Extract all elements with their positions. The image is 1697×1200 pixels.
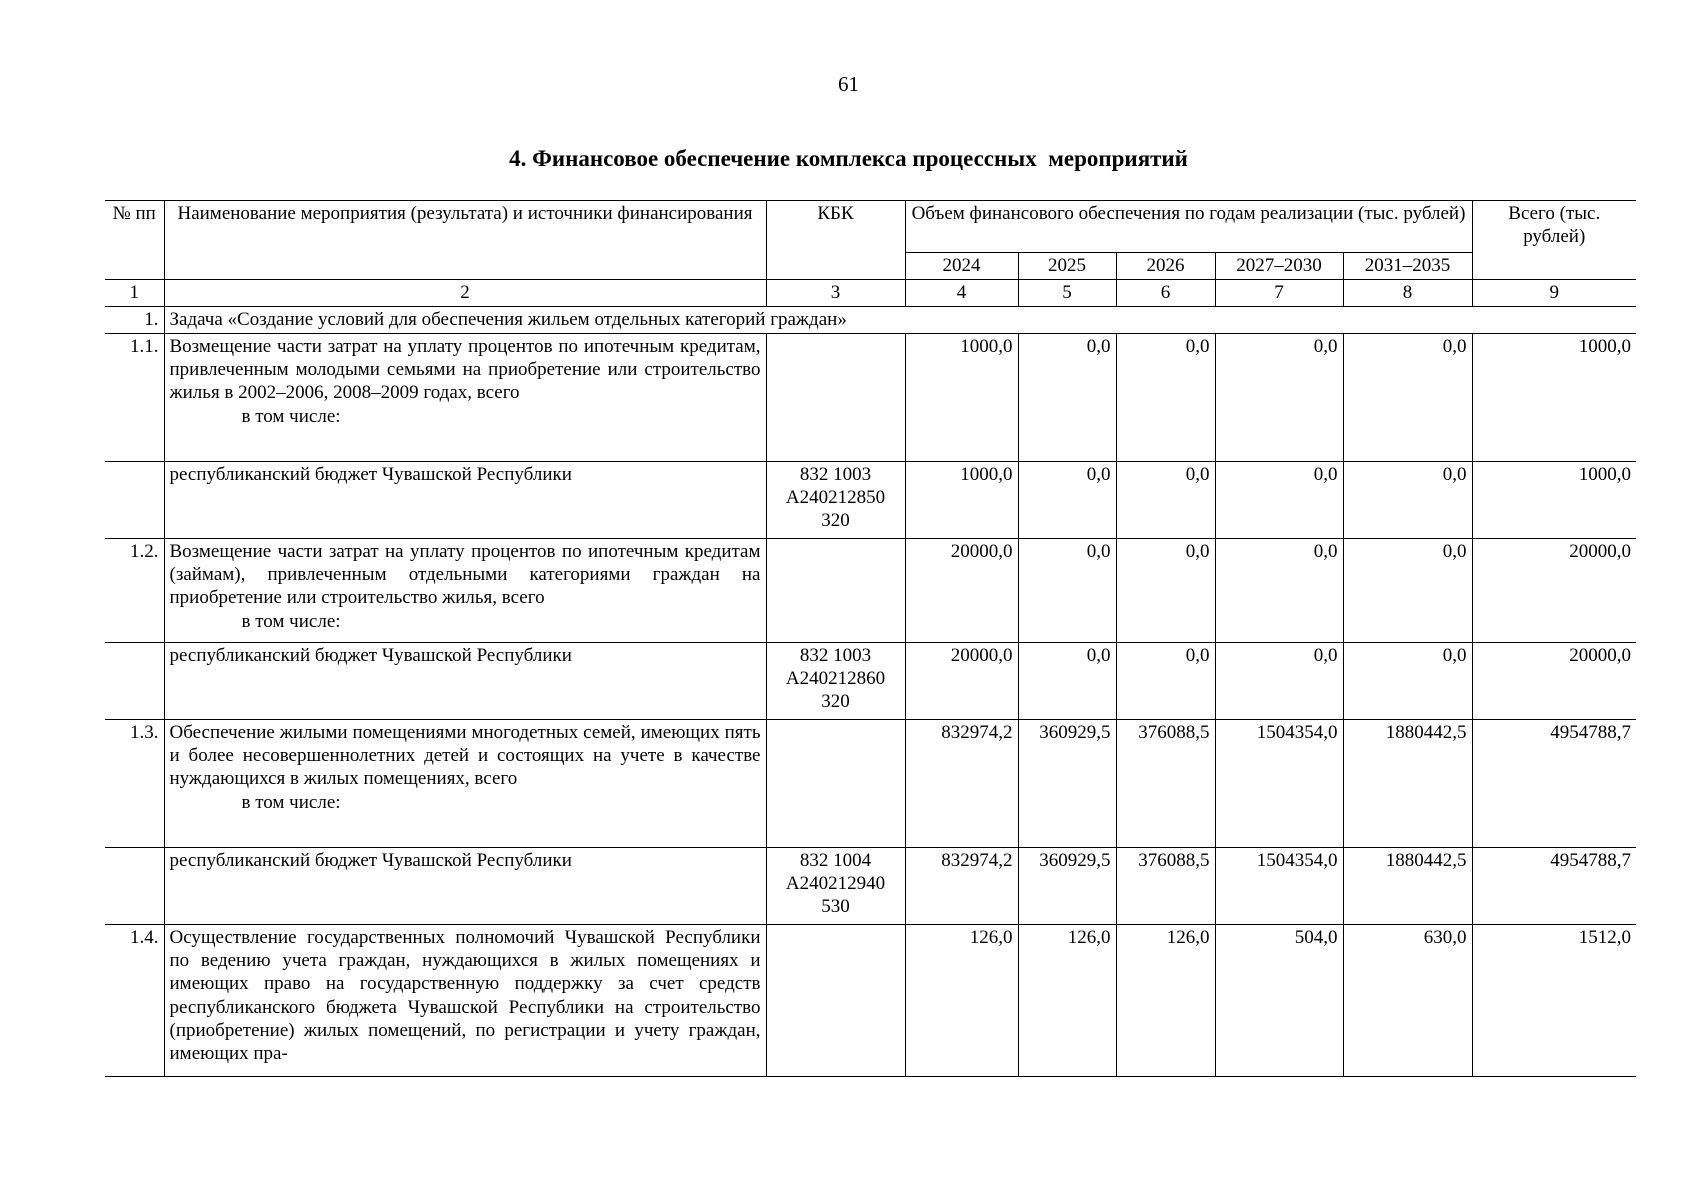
row-number: 1.2.	[105, 539, 164, 643]
kbk-cell	[766, 643, 905, 720]
column-number: 9	[1472, 280, 1636, 307]
kbk-cell	[766, 925, 905, 1077]
source-name: республиканский бюджет Чувашской Республики	[164, 848, 766, 925]
header-num: № пп	[105, 201, 164, 280]
value-2024: 20000,0	[905, 643, 1018, 720]
header-total: Всего (тыс. рублей)	[1472, 201, 1636, 280]
value-2027-2030: 1504354,0	[1215, 720, 1343, 848]
value-2026: 376088,5	[1116, 848, 1215, 925]
task-title: Задача «Создание условий для обеспечения жильем отдельных категорий граждан»	[164, 307, 1636, 334]
source-name: республиканский бюджет Чувашской Республики	[164, 643, 766, 720]
value-2031-2035: 0,0	[1343, 539, 1472, 643]
kbk-cell	[766, 720, 905, 848]
table-row	[105, 848, 1636, 925]
value-2026: 126,0	[1116, 925, 1215, 1077]
header-year: 2026	[1116, 253, 1215, 280]
value-2024: 126,0	[905, 925, 1018, 1077]
row-number: 1.3.	[105, 720, 164, 848]
including-label: в том числе:	[241, 610, 341, 632]
column-number: 4	[905, 280, 1018, 307]
value-2025: 0,0	[1018, 643, 1116, 720]
value-2026: 0,0	[1116, 334, 1215, 462]
table-row	[105, 462, 1636, 539]
row-number	[105, 643, 164, 720]
value-2031-2035: 630,0	[1343, 925, 1472, 1077]
value-2025: 360929,5	[1018, 720, 1116, 848]
header-volume: Объем финансового обеспечения по годам реализации (тыс. рублей)	[905, 201, 1472, 253]
including-label: в том числе:	[241, 791, 341, 813]
measure-name: Возмещение части затрат на уплату процентов по ипотечным кредитам (займам), привлеченным отдельными категориями граждан на приобретение или строительство жилья, всего	[169, 541, 761, 609]
value-total: 1000,0	[1472, 334, 1636, 462]
value-2025: 360929,5	[1018, 848, 1116, 925]
measure-cell	[164, 334, 766, 462]
header-year: 2024	[905, 253, 1018, 280]
value-2027-2030: 0,0	[1215, 462, 1343, 539]
value-2024: 20000,0	[905, 539, 1018, 643]
header-year: 2025	[1018, 253, 1116, 280]
kbk-code: 530	[821, 896, 850, 918]
value-2024: 1000,0	[905, 462, 1018, 539]
value-total: 20000,0	[1472, 539, 1636, 643]
task-number: 1.	[105, 307, 164, 334]
table-row	[105, 334, 1636, 462]
value-total: 4954788,7	[1472, 848, 1636, 925]
column-number: 1	[105, 280, 164, 307]
value-2025: 126,0	[1018, 925, 1116, 1077]
column-number: 3	[766, 280, 905, 307]
value-2024: 832974,2	[905, 848, 1018, 925]
source-name: республиканский бюджет Чувашской Республики	[164, 462, 766, 539]
value-2025: 0,0	[1018, 334, 1116, 462]
header-name: Наименование мероприятия (результата) и источники финансирования	[164, 201, 766, 280]
value-2027-2030: 0,0	[1215, 643, 1343, 720]
kbk-cell	[766, 462, 905, 539]
header-row	[105, 201, 1636, 253]
value-2031-2035: 1880442,5	[1343, 848, 1472, 925]
value-2024: 832974,2	[905, 720, 1018, 848]
table-row	[105, 539, 1636, 643]
column-number: 5	[1018, 280, 1116, 307]
value-2026: 0,0	[1116, 539, 1215, 643]
value-2026: 0,0	[1116, 643, 1215, 720]
value-2031-2035: 0,0	[1343, 643, 1472, 720]
kbk-code: 320	[821, 510, 850, 532]
value-2027-2030: 504,0	[1215, 925, 1343, 1077]
kbk-cell	[766, 848, 905, 925]
column-number: 2	[164, 280, 766, 307]
row-number: 1.1.	[105, 334, 164, 462]
kbk-code: 320	[821, 691, 850, 713]
value-total: 1000,0	[1472, 462, 1636, 539]
page-number: 61	[838, 72, 859, 96]
header-year: 2027–2030	[1215, 253, 1343, 280]
value-2025: 0,0	[1018, 462, 1116, 539]
value-2024: 1000,0	[905, 334, 1018, 462]
value-2027-2030: 1504354,0	[1215, 848, 1343, 925]
measure-cell	[164, 720, 766, 848]
kbk-code: 832 1003	[799, 464, 872, 485]
measure-cell	[164, 539, 766, 643]
value-total: 1512,0	[1472, 925, 1636, 1077]
measure-name: Обеспечение жилыми помещениями многодетных семей, имеющих пять и более несовершеннолетних детей и состоящих на учете в качестве нуждающихся в жилых помещениях, всего	[169, 722, 761, 790]
task-row	[105, 307, 1636, 334]
section-title: 4. Финансовое обеспечение комплекса процессных мероприятий	[509, 146, 1188, 171]
column-number: 8	[1343, 280, 1472, 307]
measure-name: Возмещение части затрат на уплату процентов по ипотечным кредитам, привлеченным молодыми семьями на приобретение или строительство жилья в 2002–2006, 2008–2009 годах, всего	[169, 336, 761, 404]
value-2031-2035: 0,0	[1343, 462, 1472, 539]
row-number	[105, 848, 164, 925]
table-row	[105, 643, 1636, 720]
value-2031-2035: 0,0	[1343, 334, 1472, 462]
kbk-code: А240212940	[785, 873, 886, 895]
kbk-code: 832 1003	[799, 645, 872, 666]
kbk-code: А240212860	[785, 668, 886, 690]
row-number	[105, 462, 164, 539]
row-number: 1.4.	[105, 925, 164, 1077]
value-2026: 376088,5	[1116, 720, 1215, 848]
value-2026: 0,0	[1116, 462, 1215, 539]
table-row	[105, 720, 1636, 848]
table-row	[105, 925, 1636, 1077]
including-label: в том числе:	[241, 405, 341, 427]
value-total: 4954788,7	[1472, 720, 1636, 848]
value-2027-2030: 0,0	[1215, 539, 1343, 643]
header-kbk: КБК	[766, 201, 905, 280]
value-total: 20000,0	[1472, 643, 1636, 720]
financing-table	[105, 200, 1636, 1077]
kbk-code: 832 1004	[799, 850, 872, 871]
kbk-cell	[766, 539, 905, 643]
value-2031-2035: 1880442,5	[1343, 720, 1472, 848]
header-year: 2031–2035	[1343, 253, 1472, 280]
column-number: 6	[1116, 280, 1215, 307]
value-2027-2030: 0,0	[1215, 334, 1343, 462]
column-number: 7	[1215, 280, 1343, 307]
kbk-cell	[766, 334, 905, 462]
kbk-code: А240212850	[785, 487, 886, 509]
value-2025: 0,0	[1018, 539, 1116, 643]
measure-name: Осуществление государственных полномочий Чувашской Республики по ведению учета граждан, нуждающихся в жилых помещениях и имеющих право на государственную поддержку за счет средств республиканского бюджета Чувашской Республики на строительство (приобретение) жилых помещений, по регистрации и учету граждан, имеющих пра-	[164, 925, 766, 1077]
column-number-row	[105, 280, 1636, 307]
